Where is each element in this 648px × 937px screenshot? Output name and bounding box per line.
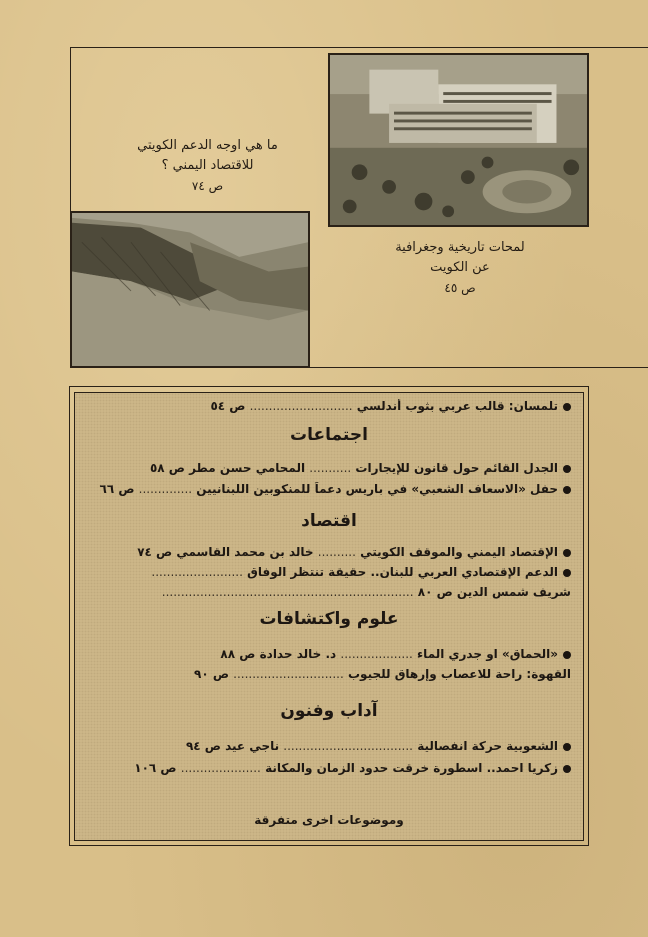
- toc-entry: [87, 482, 571, 496]
- toc-entry: [87, 667, 571, 681]
- leader-dots: ........................: [151, 565, 243, 579]
- bullet-icon: [563, 569, 571, 577]
- bullet-icon: [563, 403, 571, 411]
- caption-page: ص ٤٥: [444, 281, 476, 295]
- kuwait-history-caption: [380, 238, 540, 298]
- kuwait-building-photo: [328, 53, 589, 227]
- bullet-icon: [563, 651, 571, 659]
- toc-entry: [87, 461, 571, 475]
- toc-entry: [87, 739, 571, 753]
- toc-entry-continued: [87, 585, 571, 599]
- bullet-icon: [563, 486, 571, 494]
- entry-title: حفل «الاسعاف الشعبي» في باريس دعماً للمنكوبين اللبنانيين: [196, 482, 558, 496]
- leader-dots: ..............: [138, 482, 193, 496]
- leader-dots: ...................: [340, 647, 413, 661]
- contents-box: [74, 392, 584, 841]
- entry-title: «الحماق» او جدري الماء: [417, 647, 558, 661]
- entry-title: الجدل القائم حول قانون للإيجارات: [355, 461, 558, 475]
- section-heading: اجتماعات: [290, 425, 368, 445]
- entry-author: ص ٦٦: [99, 482, 135, 496]
- section-heading: علوم واكتشافات: [259, 609, 399, 629]
- entry-author: شريف شمس الدين ص ٨٠: [417, 585, 571, 599]
- toc-entry: [87, 565, 571, 579]
- section-heading: آداب وفنون: [280, 701, 378, 721]
- leader-dots: ...........: [309, 461, 352, 475]
- leader-dots: ..................................: [283, 739, 413, 753]
- leader-dots: .....................: [180, 761, 261, 775]
- toc-entry: [87, 545, 571, 559]
- entry-page: ص ١٠٦: [134, 761, 177, 775]
- leader-dots: ..................................................................: [161, 585, 414, 599]
- section-heading: اقتصاد: [301, 511, 357, 531]
- entry-author: خالد بن محمد القاسمي ص ٧٤: [137, 545, 314, 559]
- toc-entry: [87, 647, 571, 661]
- caption-line: عن الكويت: [430, 260, 490, 275]
- entry-author: ناجي عيد ص ٩٤: [185, 739, 280, 753]
- entry-title: القهوة: راحة للاعصاب وإرهاق للجيوب: [347, 667, 571, 681]
- caption-page: ص ٧٤: [191, 179, 224, 193]
- bullet-icon: [563, 743, 571, 751]
- entry-page: ص ٩٠: [194, 667, 229, 681]
- entry-title: زكريا احمد.. اسطورة خرقت حدود الزمان والمكانة: [265, 761, 558, 775]
- toc-entry: [87, 761, 571, 775]
- caption-line: للاقتصاد اليمني ؟: [161, 158, 254, 173]
- leader-dots: ...........................: [249, 399, 353, 413]
- entry-title: تلمسان: قالب عربي بثوب أندلسي: [356, 399, 558, 413]
- caption-line: لمحات تاريخية وجغرافية: [395, 240, 525, 255]
- leader-dots: ..........: [317, 545, 356, 559]
- leader-dots: .............................: [233, 667, 344, 681]
- bullet-icon: [563, 549, 571, 557]
- bullet-icon: [563, 765, 571, 773]
- entry-title: الشعوبية حركة انفصالية: [417, 739, 558, 753]
- yemen-mountain-photo: [70, 211, 310, 368]
- entry-title: الدعم الإقتصادي العربي للبنان.. حقيقة تنتظر الوفاق: [247, 565, 558, 579]
- entry-author: المحامي حسن مطر ص ٥٨: [149, 461, 306, 475]
- yemen-economy-caption: [120, 136, 295, 196]
- entry-title: الإقتصاد اليمني والموقف الكويتي: [360, 545, 558, 559]
- entry-author: د. خالد حدادة ص ٨٨: [220, 647, 337, 661]
- bullet-icon: [563, 465, 571, 473]
- other-topics-footer: وموضوعات اخرى متفرقة: [254, 813, 404, 827]
- entry-page: ص ٥٤: [210, 399, 246, 413]
- toc-entry: [87, 399, 571, 413]
- caption-line: ما هي اوجه الدعم الكويتي: [137, 138, 278, 153]
